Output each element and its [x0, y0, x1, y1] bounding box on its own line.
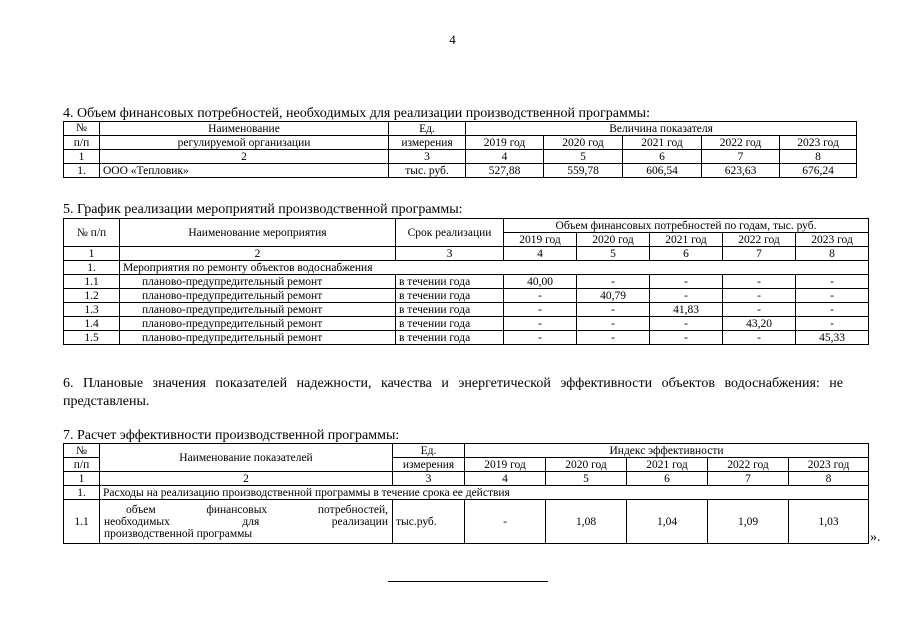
value-cell: - — [577, 303, 650, 317]
activity-name: планово-предупредительный ремонт — [120, 303, 396, 317]
value-cell: - — [650, 331, 723, 345]
header-year: 2023 год — [780, 136, 857, 150]
row-num: 1.5 — [64, 331, 120, 345]
index-cell: 5 — [546, 472, 627, 486]
value-cell: 43,20 — [723, 317, 796, 331]
activity-name: планово-предупредительный ремонт — [120, 331, 396, 345]
header-num-2: п/п — [64, 136, 100, 150]
header-year: 2021 год — [627, 458, 708, 472]
index-cell: 6 — [650, 247, 723, 261]
header-org-name-2: регулируемой организации — [100, 136, 389, 150]
value-cell: 559,78 — [544, 164, 623, 178]
index-cell: 4 — [504, 247, 577, 261]
term: в течении года — [396, 317, 504, 331]
indicator-name-line-1: объем финансовых потребностей, — [126, 503, 388, 516]
table-row — [64, 303, 869, 317]
header-term: Срок реализации — [396, 219, 504, 247]
index-cell: 6 — [623, 150, 702, 164]
efficiency-table — [63, 443, 869, 544]
index-cell: 4 — [466, 150, 544, 164]
value-cell: - — [650, 289, 723, 303]
section-5-title: 5. График реализации мероприятий производственной программы: — [63, 202, 463, 217]
group-row — [64, 261, 869, 275]
activity-name: планово-предупредительный ремонт — [120, 317, 396, 331]
term: в течении года — [396, 275, 504, 289]
value-cell: - — [723, 331, 796, 345]
index-cell: 8 — [789, 472, 869, 486]
term: в течении года — [396, 303, 504, 317]
header-year: 2020 год — [577, 233, 650, 247]
header-year: 2021 год — [623, 136, 702, 150]
table-row — [64, 500, 869, 544]
header-num: № п/п — [64, 219, 120, 247]
index-cell: 5 — [577, 247, 650, 261]
value-cell: - — [796, 317, 869, 331]
index-cell: 5 — [544, 150, 623, 164]
row-num: 1.2 — [64, 289, 120, 303]
value-cell: - — [577, 275, 650, 289]
header-unit-2: измерения — [389, 136, 466, 150]
index-cell: 6 — [627, 472, 708, 486]
term: в течении года — [396, 289, 504, 303]
index-cell: 3 — [389, 150, 466, 164]
index-cell: 7 — [702, 150, 780, 164]
header-year: 2019 год — [465, 458, 546, 472]
value-cell: - — [796, 289, 869, 303]
row-num: 1.1 — [64, 275, 120, 289]
row-num: 1. — [64, 164, 100, 178]
value-cell: 40,00 — [504, 275, 577, 289]
section-6-text: 6. Плановые значения показателей надежности, качества и энергетической эффективности объектов водоснабжения: не представлены. — [63, 376, 843, 409]
index-cell: 1 — [64, 247, 120, 261]
header-activity-name: Наименование мероприятия — [120, 219, 396, 247]
org-name: ООО «Тепловик» — [100, 164, 389, 178]
index-cell: 7 — [708, 472, 789, 486]
header-group: Объем финансовых потребностей по годам, тыс. руб. — [504, 219, 869, 233]
value-cell: 527,88 — [466, 164, 544, 178]
value-cell: 41,83 — [650, 303, 723, 317]
value-cell: - — [723, 289, 796, 303]
value-cell: 623,63 — [702, 164, 780, 178]
value-cell: - — [650, 275, 723, 289]
value-cell: 40,79 — [577, 289, 650, 303]
table-row — [64, 331, 869, 345]
header-year: 2019 год — [466, 136, 544, 150]
header-year: 2022 год — [723, 233, 796, 247]
value-cell: 1,03 — [789, 500, 869, 544]
header-unit-2: измерения — [393, 458, 465, 472]
value-cell: 1,09 — [708, 500, 789, 544]
value-cell: - — [796, 303, 869, 317]
index-cell: 2 — [120, 247, 396, 261]
index-cell: 8 — [796, 247, 869, 261]
header-unit: Ед. — [389, 122, 466, 136]
header-year: 2023 год — [796, 233, 869, 247]
header-num: № — [64, 444, 100, 458]
header-year: 2021 год — [650, 233, 723, 247]
section-7-title: 7. Расчет эффективности производственной программы: — [63, 428, 400, 443]
value-cell: - — [504, 289, 577, 303]
row-num: 1.4 — [64, 317, 120, 331]
value-cell: - — [723, 275, 796, 289]
table-row — [64, 275, 869, 289]
value-cell: - — [723, 303, 796, 317]
group-row — [64, 486, 869, 500]
header-group: Величина показателя — [466, 122, 857, 136]
value-cell: 676,24 — [780, 164, 857, 178]
unit: тыс.руб. — [393, 500, 465, 544]
value-cell: 606,54 — [623, 164, 702, 178]
activity-name: планово-предупредительный ремонт — [120, 275, 396, 289]
row-num: 1. — [64, 486, 100, 500]
header-year: 2022 год — [708, 458, 789, 472]
indicator-name-line-3: производственной программы — [104, 527, 253, 540]
table-row — [64, 164, 857, 178]
index-cell: 4 — [465, 472, 546, 486]
value-cell: - — [650, 317, 723, 331]
index-cell: 3 — [393, 472, 465, 486]
value-cell: - — [577, 331, 650, 345]
header-year: 2023 год — [789, 458, 869, 472]
row-num: 1.3 — [64, 303, 120, 317]
financial-needs-table — [63, 121, 857, 178]
index-cell: 1 — [64, 472, 100, 486]
header-num: № — [64, 122, 100, 136]
row-num: 1. — [64, 261, 120, 275]
row-num: 1.1 — [64, 500, 100, 544]
indicator-name — [100, 500, 393, 544]
closing-quote: ». — [870, 530, 881, 545]
header-indicator-name: Наименование показателей — [100, 444, 393, 472]
header-unit: Ед. — [393, 444, 465, 458]
group-label: Расходы на реализацию производственной программы в течение срока ее действия — [100, 486, 869, 500]
header-year: 2020 год — [546, 458, 627, 472]
unit: тыс. руб. — [389, 164, 466, 178]
header-year: 2019 год — [504, 233, 577, 247]
index-cell: 2 — [100, 472, 393, 486]
index-cell: 1 — [64, 150, 100, 164]
value-cell: - — [796, 275, 869, 289]
value-cell: - — [504, 303, 577, 317]
index-cell: 3 — [396, 247, 504, 261]
value-cell: 1,08 — [546, 500, 627, 544]
index-cell: 8 — [780, 150, 857, 164]
header-num-2: п/п — [64, 458, 100, 472]
value-cell: - — [577, 317, 650, 331]
index-cell: 2 — [100, 150, 389, 164]
schedule-table — [63, 218, 869, 345]
page-number: 4 — [449, 32, 456, 47]
term: в течении года — [396, 331, 504, 345]
value-cell: 45,33 — [796, 331, 869, 345]
header-year: 2020 год — [544, 136, 623, 150]
value-cell: 1,04 — [627, 500, 708, 544]
section-4-title: 4. Объем финансовых потребностей, необходимых для реализации производственной программы: — [63, 106, 650, 121]
value-cell: - — [504, 331, 577, 345]
header-year: 2022 год — [702, 136, 780, 150]
table-row — [64, 317, 869, 331]
header-group: Индекс эффективности — [465, 444, 869, 458]
activity-name: планово-предупредительный ремонт — [120, 289, 396, 303]
group-label: Мероприятия по ремонту объектов водоснабжения — [120, 261, 869, 275]
value-cell: - — [504, 317, 577, 331]
table-row — [64, 289, 869, 303]
header-org-name: Наименование — [100, 122, 389, 136]
indicator-name-line-2: необходимых для реализации — [104, 515, 388, 528]
index-cell: 7 — [723, 247, 796, 261]
footer-divider — [388, 581, 548, 582]
value-cell: - — [465, 500, 546, 544]
